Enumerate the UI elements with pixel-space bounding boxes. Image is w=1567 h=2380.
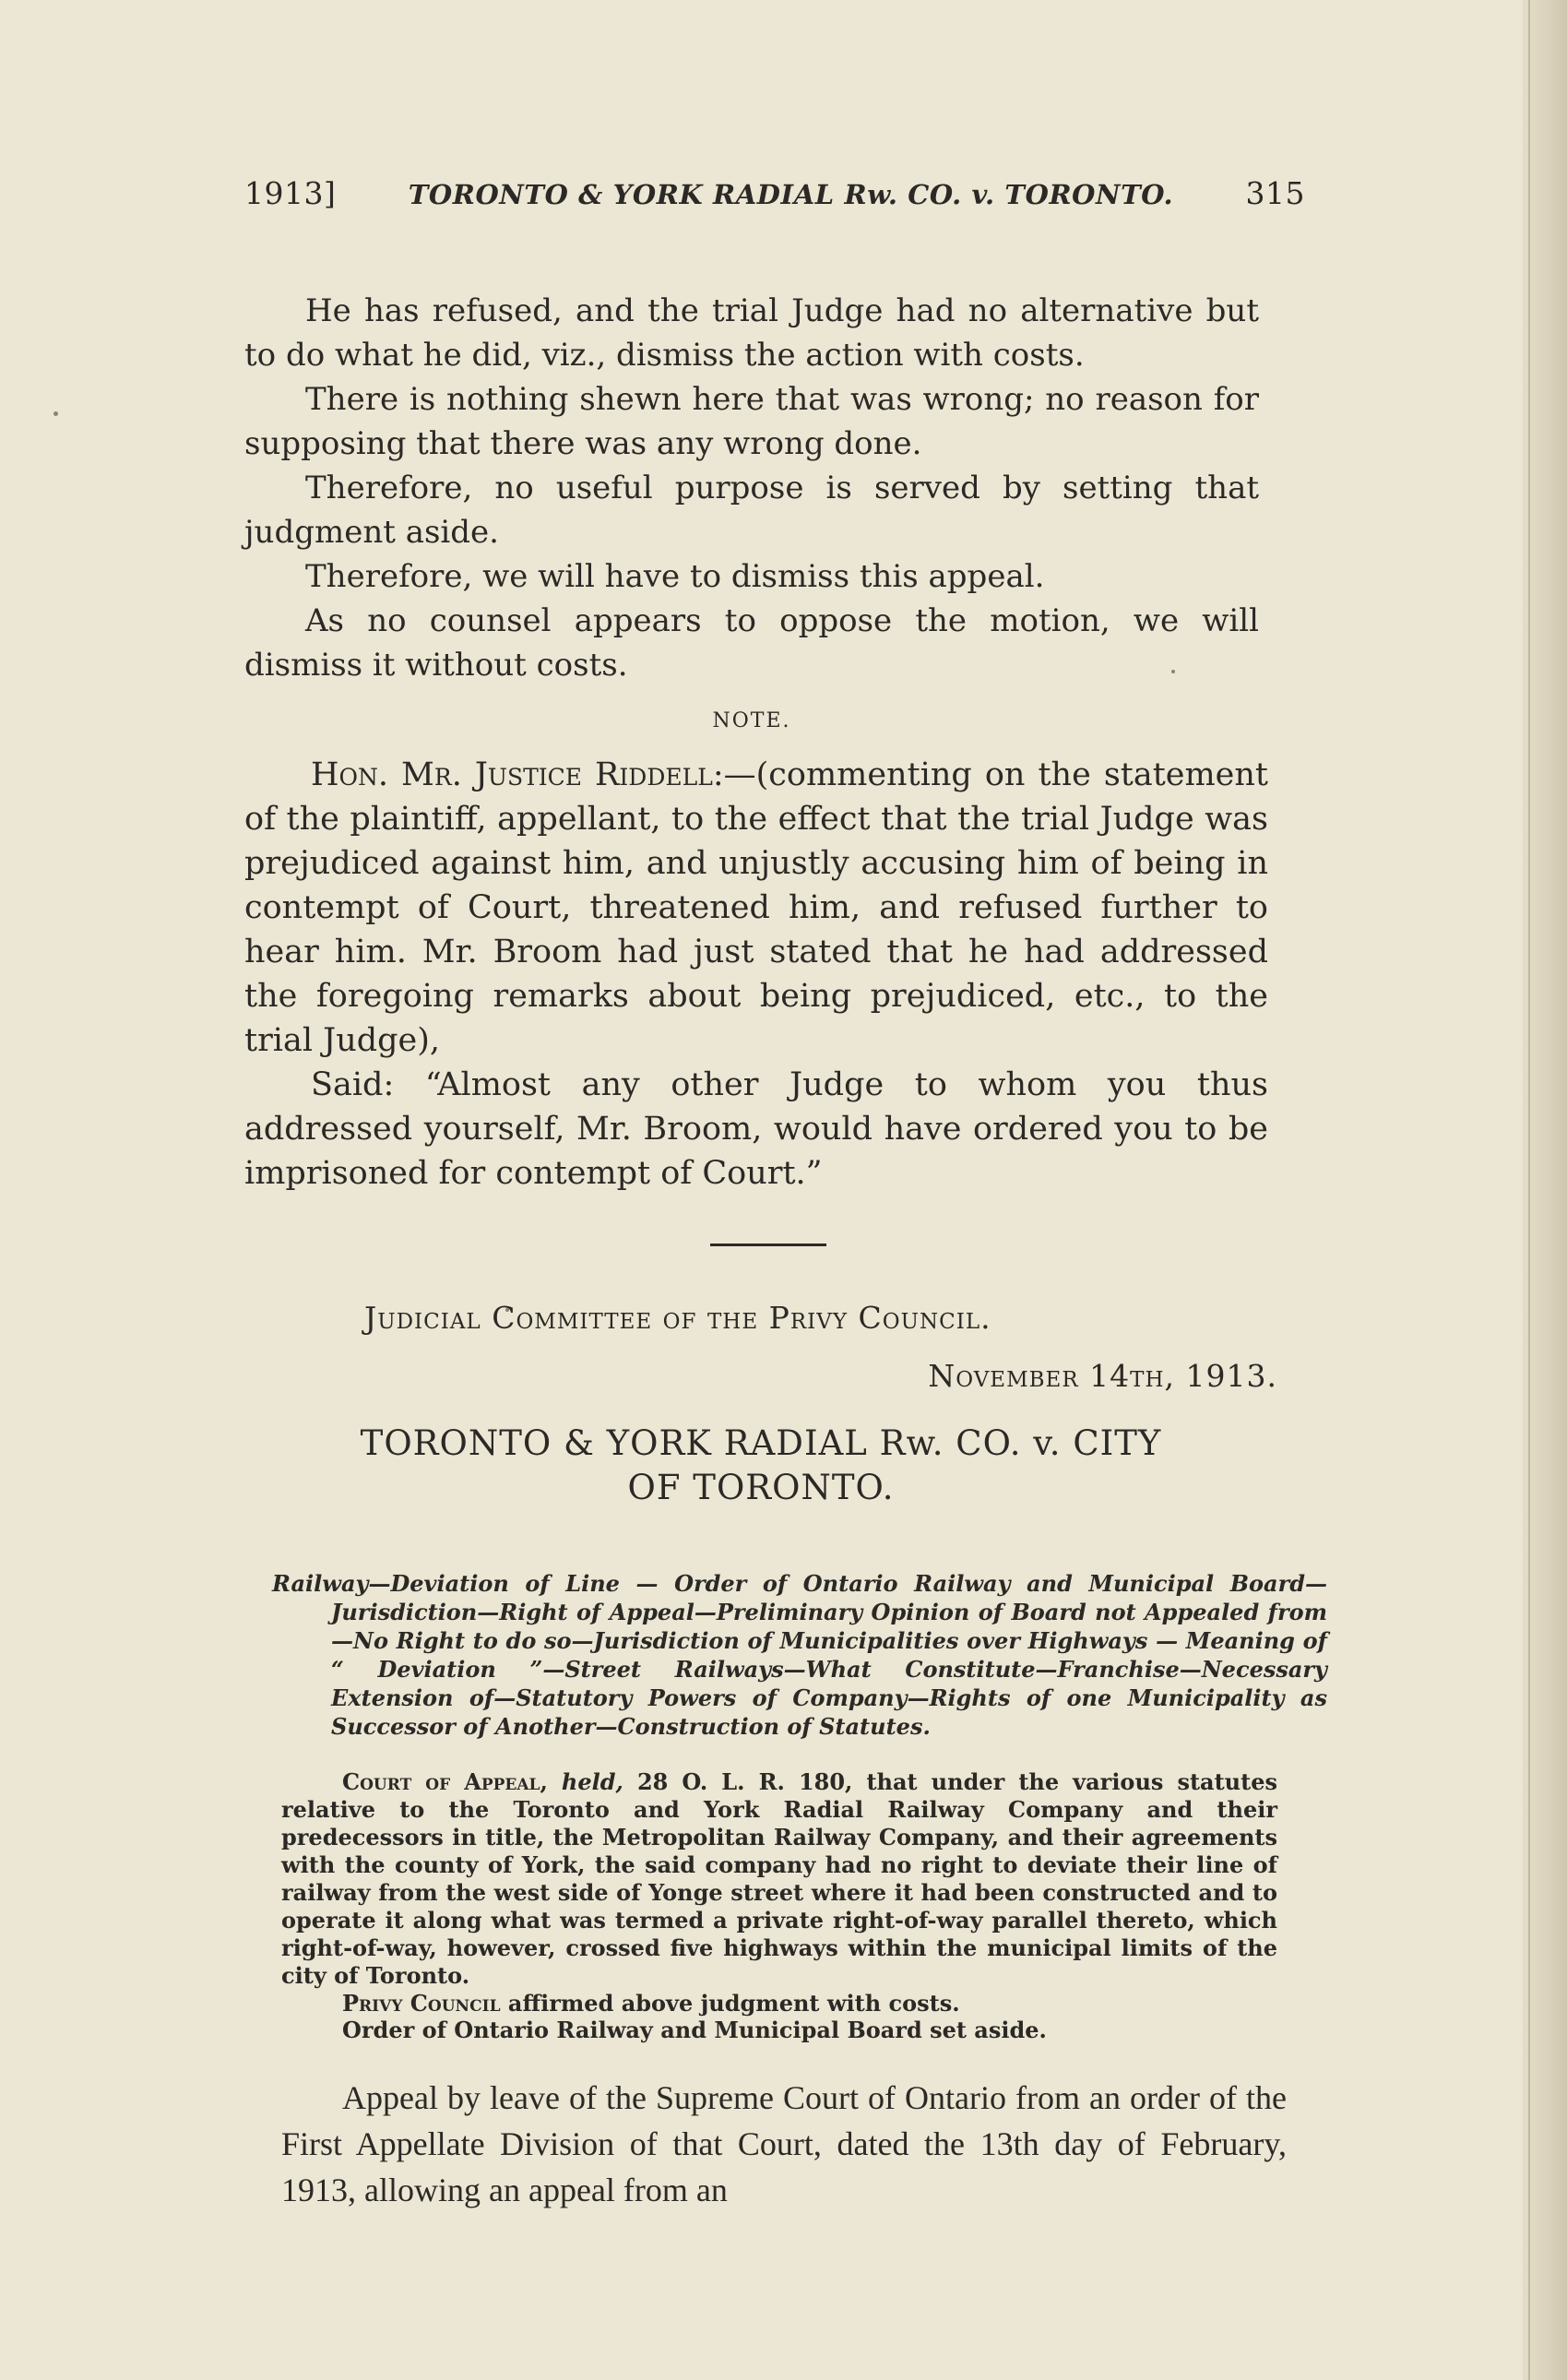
running-head	[244, 175, 1305, 211]
note-paragraph	[244, 753, 1268, 1063]
case-title	[244, 1422, 1277, 1510]
paragraph: There is nothing shewn here that was wrong; no reason for supposing that there was any wrong done.	[244, 381, 1259, 462]
page-edge-line	[1528, 0, 1530, 2380]
holding-paragraph	[281, 1768, 1277, 1990]
paragraph: Therefore, we will have to dismiss this appeal.	[305, 558, 1045, 595]
paragraph: As no counsel appears to oppose the motion, we will dismiss it without costs.	[244, 602, 1259, 684]
headnote-catchwords: Railway—Deviation of Line — Order of Ontario Railway and Municipal Board—Jurisdiction—Right of Appeal—Preliminary Opinion of Board not Appealed from—No Right to do so—Jurisdiction of Municipalities over Highways — Meaning of “ Deviation ”—Street Railways—What Constitute—Franchise—Necessary Extension of—Statutory Powers of Company—Rights of one Municipality as Successor of Another—Construction of Statutes.	[272, 1570, 1327, 1740]
section-divider	[710, 1244, 826, 1246]
disposition	[281, 1990, 1277, 2043]
running-head-year: 1913]	[244, 175, 337, 211]
paragraph: Therefore, no useful purpose is served by setting that judgment aside.	[244, 470, 1259, 551]
appeal-paragraph: Appeal by leave of the Supreme Court of Ontario from an order of the First Appellate Division of that Court, dated the 13th day of February, 1913, allowing an appeal from an	[281, 2079, 1287, 2208]
disposition-text: affirmed above judgment with costs.	[507, 1990, 960, 2017]
note-section	[244, 753, 1305, 1196]
disposition-line	[281, 1990, 1277, 2017]
case-title-line: TORONTO & YORK RADIAL Rw. CO. v. CITY	[360, 1423, 1162, 1463]
note-text: :—(commenting on the statement of the plaintiff, appellant, to the effect that the trial Judge was prejudiced against him, and unjustly accusing him of being in contempt of Court, threatened him, and refused further to hear him. Mr. Broom had just stated that he had addressed the foregoing remarks about being prejudiced, etc., to the trial Judge),	[244, 756, 1268, 1059]
held-word: held,	[561, 1768, 623, 1795]
paragraph: He has refused, and the trial Judge had no alternative but to do what he did, viz., dismiss the action with costs.	[244, 292, 1259, 374]
running-head-title: TORONTO & YORK RADIAL Rw. CO. v. TORONTO.	[408, 179, 1174, 210]
paper-speck	[53, 411, 58, 416]
justice-name: Hon. Mr. Justice Riddell	[311, 756, 713, 793]
court-name: Court of Appeal,	[342, 1768, 548, 1795]
decision-date: November 14th, 1913.	[928, 1358, 1277, 1394]
note-heading: NOTE.	[712, 709, 791, 732]
holding-text: 28 O. L. R. 180, that under the various statutes relative to the Toronto and York Radial Railway Company and their predecessors in title, the Metropolitan Railway Company, and their agreements with the county of York, the said company had no right to deviate their line of railway from the west side of Yonge street where it had been constructed and to operate it along what was termed a private right-of-way parallel thereto, which right-of-way, however, crossed five highways within the municipal limits of the city of Toronto.	[281, 1768, 1278, 1989]
council-name: Privy Council	[342, 1990, 501, 2017]
page-number: 315	[1245, 175, 1305, 211]
judgment-text	[244, 289, 1305, 687]
book-page	[244, 175, 1327, 2213]
disposition-line: Order of Ontario Railway and Municipal Board set aside.	[342, 2017, 1047, 2043]
note-paragraph: Said: “Almost any other Judge to whom you thus addressed yourself, Mr. Broom, would have ordered you to be imprisoned for contempt of Court.”	[244, 1066, 1268, 1192]
tribunal-heading: Judicial Committee of the Privy Council.	[364, 1300, 991, 1336]
case-title-line: OF TORONTO.	[627, 1468, 895, 1507]
